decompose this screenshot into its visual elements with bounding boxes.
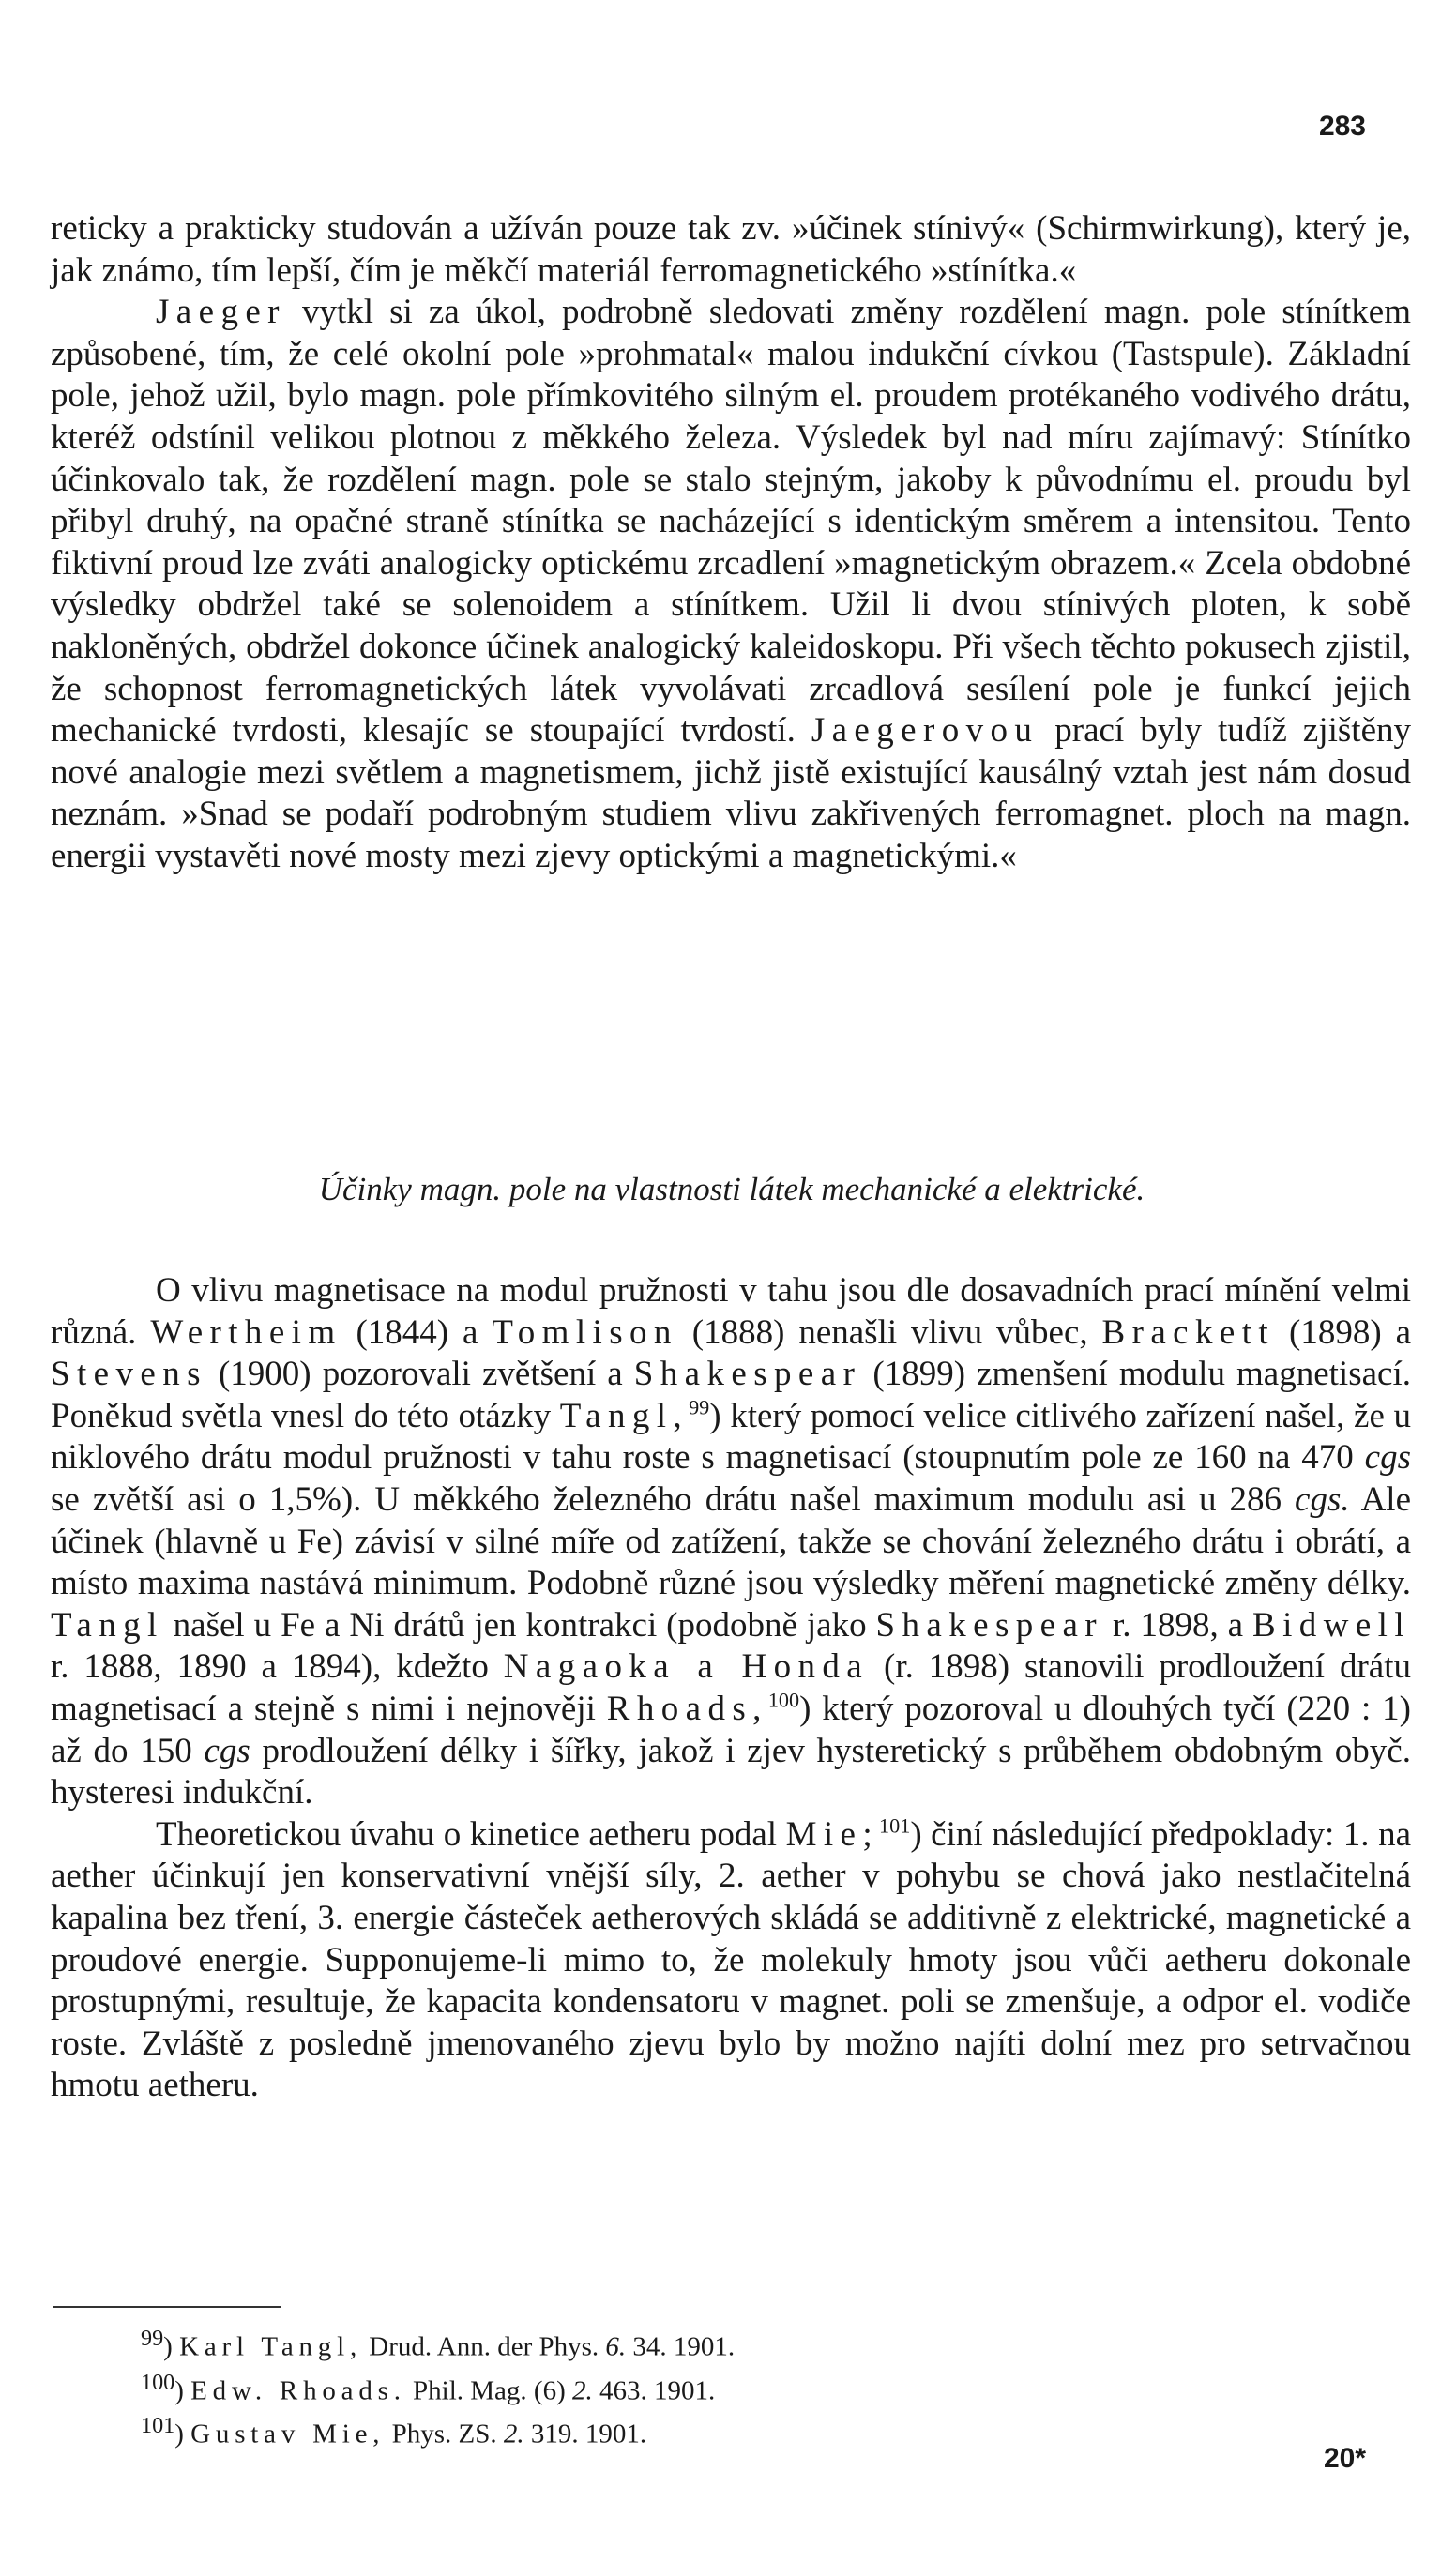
footnote-volume: 6. — [605, 2331, 627, 2362]
paragraph-text: (1888) nenašli vlivu vůbec, — [677, 1312, 1102, 1352]
paragraph-text: (1844) a — [341, 1312, 493, 1352]
author-name: Wertheim — [150, 1312, 342, 1352]
unit-text: cgs — [1364, 1438, 1411, 1478]
author-name: Tangl — [51, 1605, 164, 1645]
footnote-reference[interactable]: 100 — [767, 1688, 800, 1712]
section-heading: Účinky magn. pole na vlastnosti látek mechanické a elektrické. — [318, 1171, 1145, 1207]
paragraph-text: r. 1898, a — [1103, 1605, 1253, 1645]
author-name: Jaeger — [156, 293, 286, 332]
author-name: Shakespear — [875, 1605, 1104, 1645]
signature-mark: 20* — [1323, 2443, 1366, 2474]
paragraph-text: se zvětší asi o 1,5%). U měkkého železného drátu našel maximum modulu asi u 286 — [51, 1479, 1296, 1519]
footnotes — [141, 2321, 1266, 2452]
author-name: Brackett — [1101, 1312, 1276, 1352]
paragraph-text: (1899) zmenšení modulu magnetisací. Poněkud světla vnesl do této otázky — [51, 1355, 1411, 1435]
unit-text: cgs — [204, 1731, 250, 1770]
author-name: Bidwell — [1252, 1605, 1412, 1645]
paragraph-text: Theoretickou úvahu o kinetice aetheru podal — [156, 1814, 786, 1854]
footnote-100: $^{100}$) Edw. Rhoads. Phil. Mag. (6) 2. 463. 1901. — [141, 2369, 716, 2406]
footnote-citation: 319. 1901. — [523, 2419, 647, 2449]
author-name: Nagaoka a Honda — [503, 1647, 870, 1687]
footnote-source: Phil. Mag. (6) — [405, 2375, 572, 2406]
author-name: Mie; — [785, 1814, 880, 1854]
paragraph-text: ) který pozoroval u dlouhých tyčí (220 : 1) až do 150 — [51, 1689, 1411, 1770]
footnote-mark: 101 — [141, 2413, 175, 2439]
unit-text: cgs. — [1295, 1479, 1350, 1519]
paragraph-jaeger — [51, 292, 1411, 877]
paragraph-text: r. 1888, 1890 a 1894), kdežto — [51, 1647, 504, 1687]
page-number: 283 — [1318, 111, 1366, 142]
author-name: Tangl, — [559, 1396, 690, 1435]
paragraph-text: (1900) pozorovali zvětšení a — [206, 1355, 634, 1394]
paragraph-text: prodloužení délky i šířky, jakož i zjev hysteretický s průběhem obdobným obyč. hysteresi indukční. — [51, 1731, 1411, 1812]
paragraph-text: vytkl si za úkol, podrobně sledovati změny rozdělení magn. pole stínítkem způsobené, tím, že celé okolní pole »prohmatal« malou indukční cívkou (Tastspule). Základní pole, jehož užil, bylo magn. pole přímkovitého silným el. proudem protékaného vodivého drátu, kteréž odstínil velikou plotnou z měkkého železa. Výsledek byl nad míru zajímavý: Stínítko účinkovalo tak, že rozdělení magn. pole se stalo stejným, jakoby k původnímu el. proudu byl přibyl druhý, na opačné straně stínítka se nacházející s identickým směrem a intensitou. Tento fiktivní proud lze zváti analogicky optickému zrcadlení »magnetickým obrazem.« Zcela obdobné výsledky obdržel také se solenoidem a stínítkem. Užil li dvou stínivých ploten, k sobě nakloněných, obdržel dokonce účinek analogický kaleidoskopu. Při všech těchto pokusech zjistil, že schopnost ferromagnetických látek vyvolávati zrcadlová sesílení pole je funkcí jejich mechanické tvrdosti, klesajíc se stoupající tvrdostí. — [51, 293, 1411, 751]
paragraph-elasticity-modulus — [51, 1270, 1411, 1814]
paragraph-text: Ale účinek (hlavně u Fe) závisí v silné míře od zatížení, takže se chování železného drátu i obrátí, a místo maxima nastává minimum. Podobně různé jsou výsledky měření magnetické změny délky. — [51, 1479, 1411, 1603]
text-block-jaeger — [51, 208, 1411, 878]
footnote-author: Karl Tangl, — [179, 2331, 363, 2362]
paragraph-text: (1898) a — [1275, 1312, 1411, 1352]
footnote-mark: 99 — [141, 2326, 164, 2351]
author-name: Stevens — [51, 1355, 207, 1394]
author-name: Rhoads, — [606, 1689, 768, 1728]
footnote-99: $^{99}$) Karl Tangl, Drud. Ann. der Phys. 6. 34. 1901. — [141, 2326, 736, 2362]
footnote-divider — [53, 2306, 281, 2308]
footnote-mark: 100 — [141, 2369, 175, 2395]
footnote-source: Phys. ZS. — [385, 2419, 504, 2449]
paragraph-text: ) který pomocí velice citlivého zařízení našel, že u niklového drátu modul pružnosti v tahu roste s magnetisací (stoupnutím pole ze 160 na 470 — [51, 1396, 1411, 1478]
text-block-magnetic-effects — [51, 1270, 1411, 2107]
paragraph-text: O vlivu magnetisace na modul pružnosti v tahu jsou dle dosavadních prací mínění velmi různá. — [51, 1271, 1411, 1352]
paragraph-text: (r. 1898) stanovili prodloužení drátu magnetisací a stejně s nimi i nejnověji — [51, 1647, 1411, 1728]
author-name: Tomlison — [492, 1312, 678, 1352]
author-name: Jaegerovou — [811, 711, 1039, 751]
paragraph-text: prací byly tudíž zjištěny nové analogie mezi světlem a magnetismem, jichž jistě existující kausálný vztah jest nám dosud neznám. »Snad se podaří podrobným studiem vlivu zakřivených ferromagnet. ploch na magn. energii vystavěti nové mosty mezi zjevy optickými a magnetickými.« — [51, 711, 1411, 875]
footnote-citation: 34. 1901. — [626, 2331, 736, 2362]
author-name: Shakespear — [633, 1355, 862, 1394]
footnote-volume: 2. — [503, 2419, 524, 2449]
footnote-citation: 463. 1901. — [592, 2375, 716, 2406]
footnote-author: Gustav Mie, — [190, 2419, 386, 2449]
footnote-author: Edw. Rhoads. — [190, 2375, 406, 2406]
paragraph-text: ) činí následující předpoklady: 1. na aether účinkují jen konservativní vnější síly, 2. aether v pohybu se chová jako nestlačitelná kapalina bez tření, 3. energie částeček aetherových skládá se additivně z elektrické, magnetické a proudové energie. Supponujeme-li mimo to, že molekuly hmoty jsou vůči aetheru dokonale prostupnými, resultuje, že kapacita kondensatoru v magnet. poli se zmenšuje, a odpor el. vodiče roste. Zvláště z posledně jmenovaného zjevu bylo by možno najíti dolní mez pro setrvačnou hmotu aetheru. — [51, 1814, 1411, 2105]
paragraph-text: našel u Fe a Ni drátů jen kontrakci (podobně jako — [163, 1605, 876, 1645]
footnote-101: $^{101}$) Gustav Mie, Phys. ZS. 2. 319. 1901. — [141, 2413, 647, 2449]
footnote-volume: 2. — [572, 2375, 593, 2406]
footnote-reference[interactable]: 101 — [879, 1813, 911, 1838]
footnote-source: Drud. Ann. der Phys. — [362, 2331, 606, 2362]
paragraph-shielding-intro: reticky a prakticky studován a užíván pouze tak zv. »účinek stínivý« (Schirmwirkung), který je, jak známo, tím lepší, čím je měkčí materiál ferromagnetického »stínítka.« — [51, 209, 1411, 290]
paragraph-aether-kinetics — [51, 1814, 1411, 2107]
footnote-reference[interactable]: 99 — [689, 1395, 710, 1419]
